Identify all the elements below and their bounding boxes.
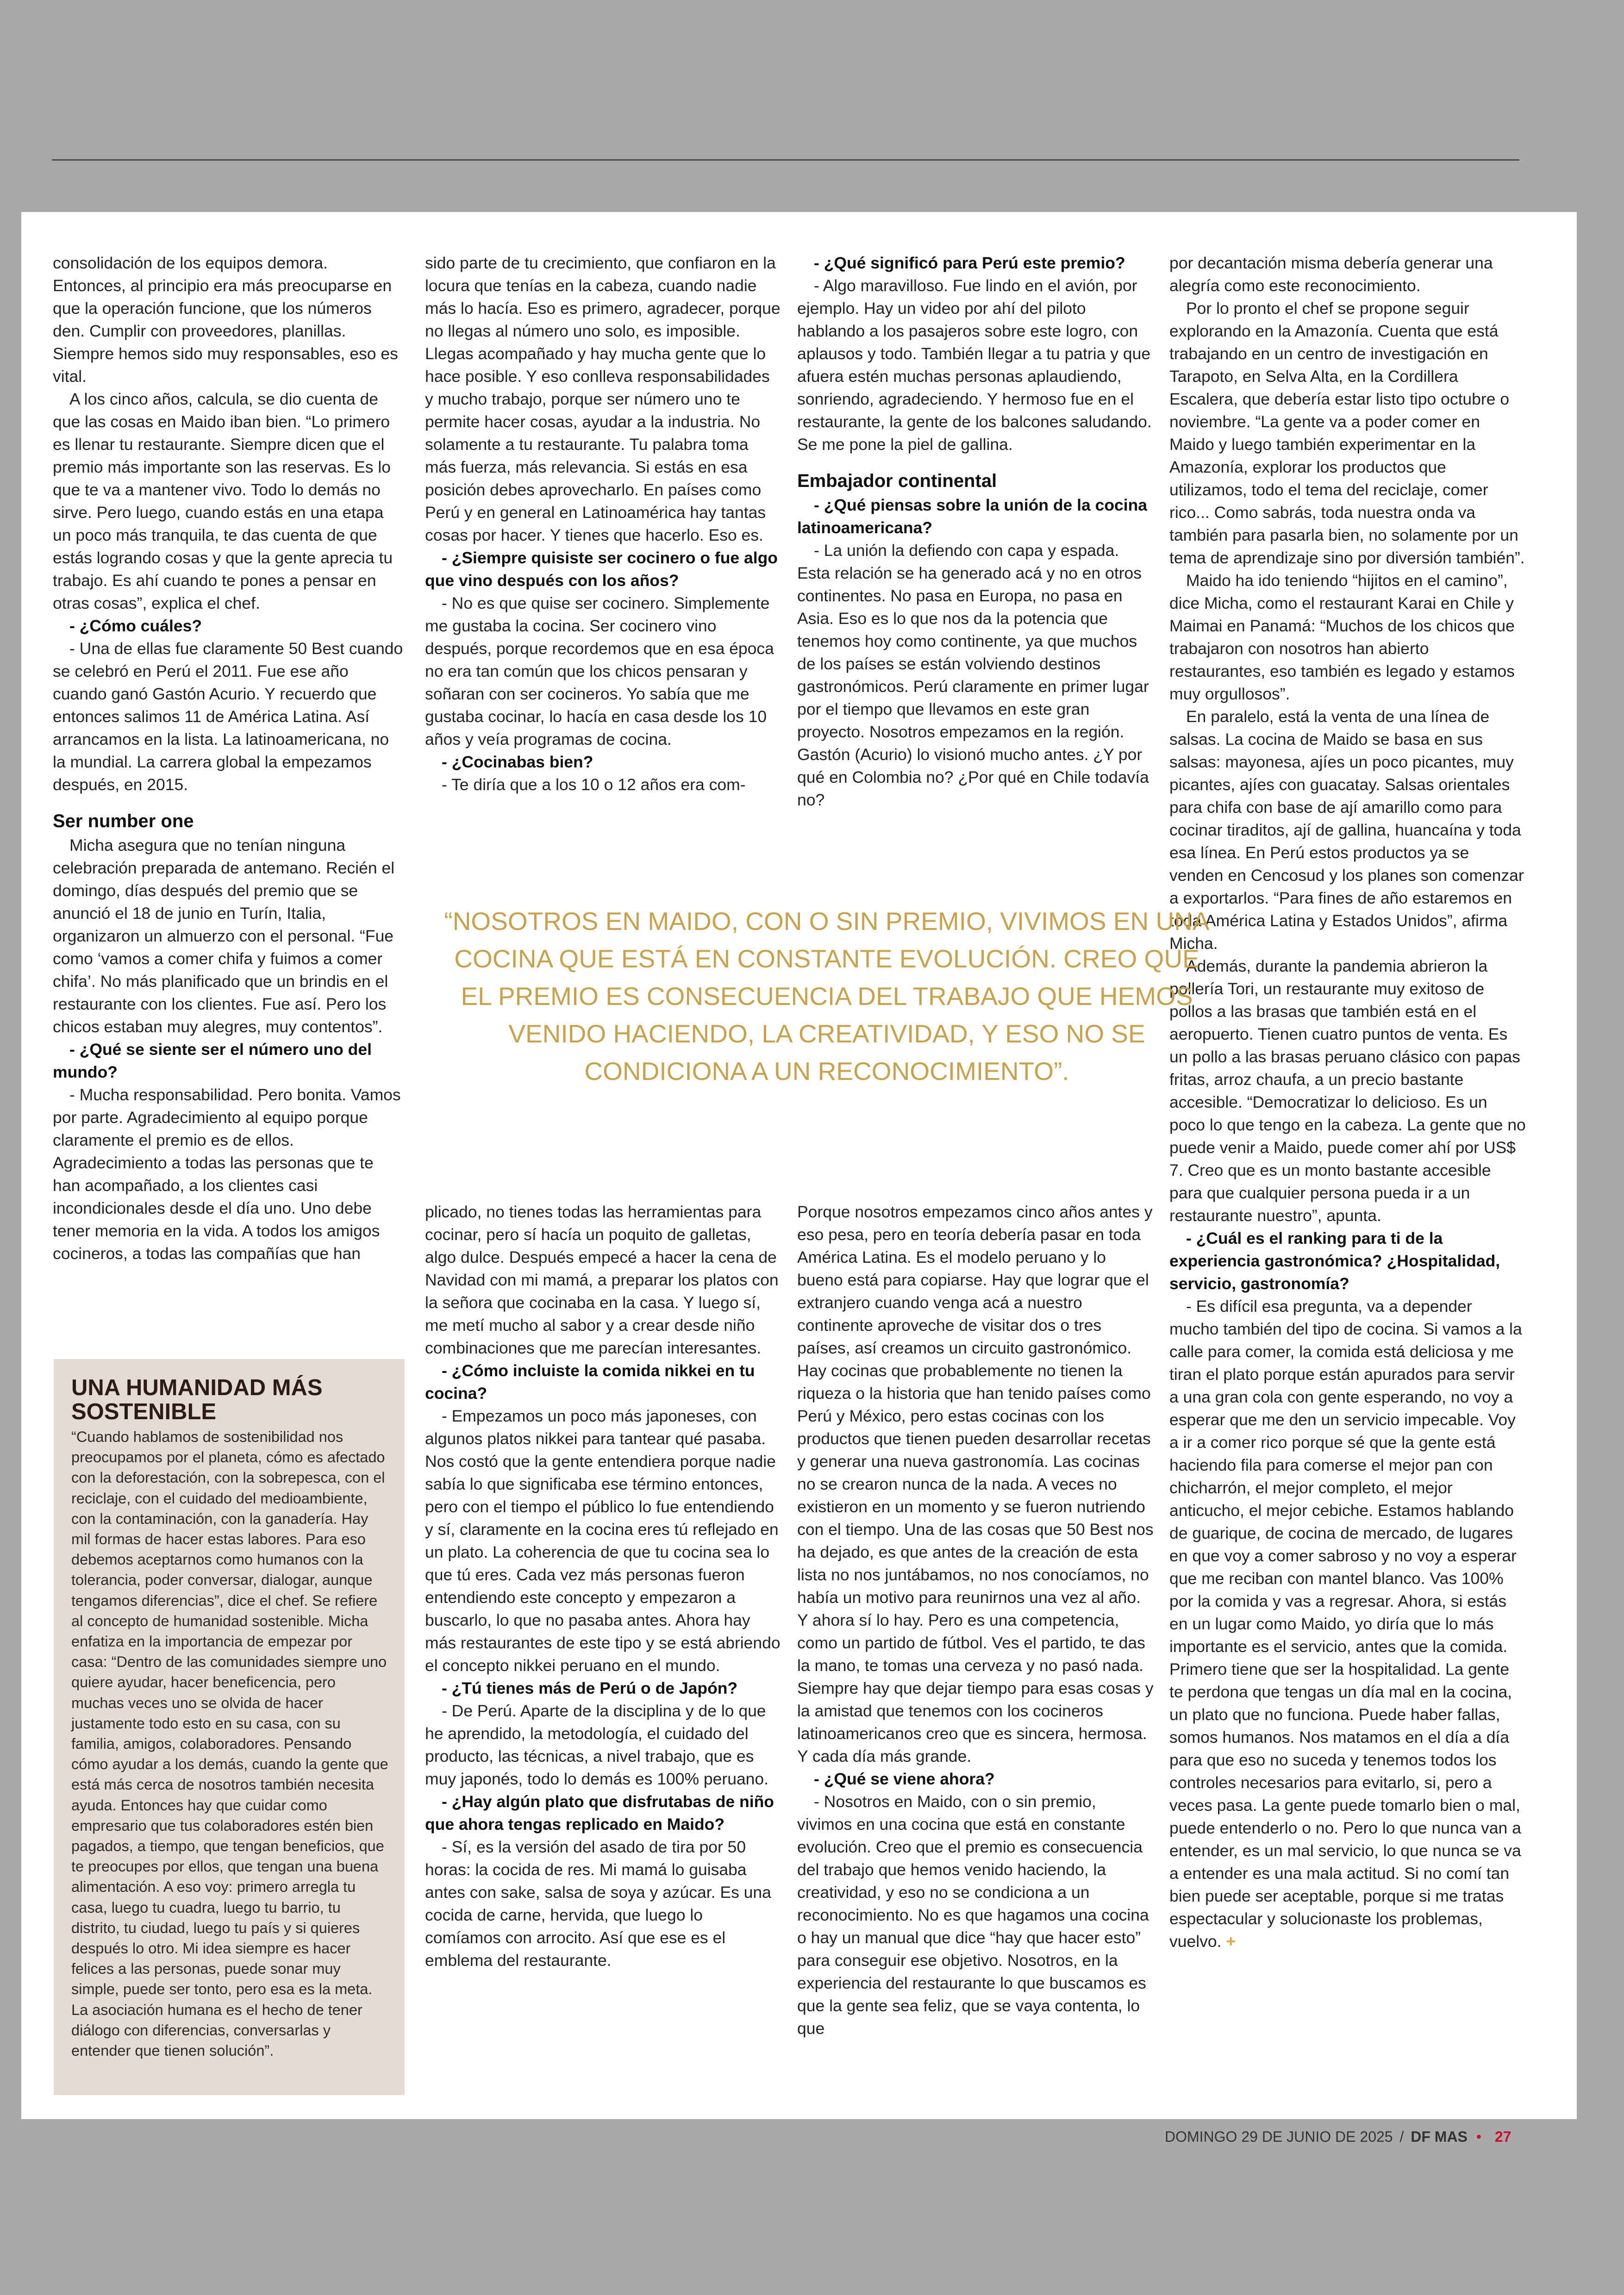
page-number: 27 [1494, 2128, 1512, 2145]
col3-question-2: - ¿Qué piensas sobre la unión de la cocina latinoamericana? [797, 496, 1148, 537]
col3b-top: Porque nosotros empezamos cinco años antes y eso pesa, pero en teoría debería pasar en toda América Latina. Es el modelo peruano y lo bueno está para copiarse. Hay que lograr que el extranjero cuando venga acá a nuestro continente aproveche de visitar dos o tres países, así creamos un circuito gastronómico. Hay cocinas que probablemente no tienen la riqueza o la historia que han tenido países como Perú y México, pero estas cocinas con los productos que tienen pueden desarrollar recetas y generar una nueva gastronomía. Las cocinas no se crearon nunca de la nada. A veces no existieron en un momento y se fueron nutriendo con el tiempo. Una de las cosas que 50 Best nos ha dejado, es que antes de la creación de esta lista no nos juntábamos, no nos conocíamos, no había un motivo para reunirnos una vez al año. Y ahora sí lo hay. Pero es una competencia, como un partido de fútbol. Ves el partido, te das la mano, te tomas una cerveza y no pasó nada. Siempre hay que dejar tiempo para esas cosas y la amistad que tenemos con los cocineros latinoamericanos creo que es sincera, hermosa. Y cada día más grande. [797, 1203, 1154, 1765]
col4-top: por decantación misma debería generar una alegría como este reconocimiento. [1169, 254, 1493, 295]
column-1 [53, 252, 405, 1353]
col1-top: consolidación de los equipos demora. Entonces, al principio era más preocuparse en que la operación funcione, que los números den. Cumplir con proveedores, planillas. Siempre hemos sido muy responsables, eso es vital. [53, 254, 398, 386]
footer-bullet: • [1476, 2128, 1481, 2145]
col3-answer-1: - Algo maravilloso. Fue lindo en el avión, por ejemplo. Hay un video por ahí del piloto hablando a los pasajeros sobre este logro, con aplausos y todo. También llegar a tu patria y que afuera estén muchas personas aplaudiendo, sonriendo, agradeciendo. Y hermoso fue en el restaurante, la gente de los balcones saludando. Se me pone la piel de gallina. [797, 276, 1152, 454]
page-footer [1165, 2127, 1511, 2146]
subhead-embajador-continental: Embajador continental [797, 471, 997, 491]
col3b-question-1: - ¿Qué se viene ahora? [814, 1770, 995, 1788]
col1-question-2: - ¿Qué se siente ser el número uno del mundo? [53, 1040, 372, 1081]
column-4 [1169, 252, 1526, 2099]
col4-answer-1-text: - Es difícil esa pregunta, va a depender mucho también del tipo de cocina. Si vamos a la calle para comer, la comida está deliciosa y me tiran el plato porque están apurados para servir a una gran cola con gente esperando, no voy a esperar que me den un servicio impecable. Voy a ir a comer rico porque sé que la gente está haciendo fila para comerse el mejor pan con chicharrón, el mejor completo, el mejor anticucho, el mejor cebiche. Estamos hablando de guarique, de cocina de mercado, de lugares en que voy a comer sabroso y no voy a esperar que me reciban con mantel blanco. Vas 100% por la comida y vas a regresar. Ahora, si estás en un lugar como Maido, yo diría que lo más importante es el servicio, antes que la comida. Primero tiene que ser la hospitalidad. La gente te perdona que tengas un día mal en la cocina, un plato que no funciona. Puede haber fallas, somos humanos. Nos matamos en el día a día para que eso no suceda y tenemos todos los controles necesarios para evitarlo, si, pero a veces pasa. La gente puede tomarlo bien o mal, puede entenderlo o no. Pero lo que nunca van a entender, es un mal servicio, lo que nunca se va a entender es una mala actitud. Si no comí tan bien puede ser aceptable, porque si me tratas espectacular y solucionaste los problemas, vuelvo. [1169, 1297, 1522, 1951]
col1-paragraph-3: Micha asegura que no tenían ninguna celebración preparada de antemano. Recién el domingo, días después del premio que se anunció el 18 de junio en Turín, Italia, organizaron un almuerzo con el personal. “Fue como ‘vamos a comer chifa y fuimos a comer chifa’. No más planificado que un brindis en el restaurante con los clientes. Fue así. Pero los chicos estaban muy alegres, muy contentos”. [53, 836, 395, 1036]
column-2-top [425, 252, 781, 895]
col2b-question-3: - ¿Hay algún plato que disfrutabas de niño que ahora tengas replicado en Maido? [425, 1792, 774, 1834]
col2b-answer-1: - Empezamos un poco más japoneses, con algunos platos nikkei para tantear qué pasaba. Nos costó que la gente entendiera porque nadie sabía lo que significaba ese término entonces, pero con el tiempo el público lo fue entendiendo y sí, claramente en la cocina eres tú reflejado en un plato. La coherencia de que tu cocina sea lo que tú eres. Cada vez más personas fueron entendiendo este concepto y empezaron a buscarlo, lo que no pasaba antes. Ahora hay más restaurantes de este tipo y se está abriendo el concepto nikkei peruano en el mundo. [425, 1407, 781, 1675]
col3-answer-2: - La unión la defiendo con capa y espada. Esta relación se ha generado acá y no en otros continentes. No pasa en Europa, no pasa en Asia. Eso es lo que nos da la potencia que tenemos hoy como continente, ya que muchos de los países se están volviendo destinos gastronómicos. Perú claramente en primer lugar por el tiempo que llevamos en este gran proyecto. Nosotros empezamos en la región. Gastón (Acurio) lo visionó mucho antes. ¿Y por qué en Colombia no? ¿Por qué en Chile todavía no? [797, 541, 1149, 809]
col3-question-1: - ¿Qué significó para Perú este premio? [814, 254, 1125, 272]
col2b-question-1: - ¿Cómo incluiste la comida nikkei en tu cocina? [425, 1361, 755, 1403]
col3b-answer-1: - Nosotros en Maido, con o sin premio, vivimos en una cocina que está en constante evolución. Creo que el premio es consecuencia del trabajo que hemos venido haciendo, la creatividad, y eso no se condiciona a un reconocimiento. No es que hagamos una cocina o hay un manual que dice “hay que hacer esto” para conseguir ese objetivo. Nosotros, en la experiencia del restaurante lo que buscamos es que la gente sea feliz, que se vaya contenta, lo que [797, 1792, 1149, 2038]
subhead-ser-number-one: Ser number one [53, 811, 194, 831]
col1-answer-2: - Mucha responsabilidad. Pero bonita. Vamos por parte. Agradecimiento al equipo porque claramente el premio es de ellos. Agradecimiento a todas las personas que te han acompañado, a los clientes casi incondicionales desde el día uno. Uno debe tener memoria en la vida. A todos los amigos cocineros, a todas las compañías que han [53, 1085, 401, 1263]
magazine-page [21, 212, 1577, 2119]
pull-quote: “NOSOTROS EN MAIDO, CON O SIN PREMIO, VIVIMOS EN UNA COCINA QUE ESTÁ EN CONSTANTE EVOLUCIÓN. CREO QUE EL PREMIO ES CONSECUENCIA DEL TRABAJO QUE HEMOS VENIDO HACIENDO, LA CREATIVIDAD, Y ESO NO SE CONDICIONA A UN RECONOCIMIENTO”. [444, 907, 1210, 1085]
end-mark: + [1226, 1932, 1236, 1951]
col2b-top: plicado, no tienes todas las herramientas para cocinar, pero sí hacía un poquito de galletas, algo dulce. Después empecé a hacer la cena de Navidad con mi mamá, a preparar los platos con la señora que cocinaba en la casa. Y luego sí, me metí mucho al sabor y a crear desde niño combinaciones que me parecían interesantes. [425, 1203, 779, 1357]
footer-date: DOMINGO 29 DE JUNIO DE 2025 [1165, 2128, 1393, 2145]
sidebar-title: UNA HUMANIDAD MÁS SOSTENIBLE [71, 1375, 323, 1424]
col4-paragraph-3: Maido ha ido teniendo “hijitos en el camino”, dice Micha, como el restaurant Karai en Chile y Maimai en Panamá: “Muchos de los chicos que trabajaron con nosotros han abierto restaurantes, eso también es legado y estamos muy orgullosos”. [1169, 571, 1515, 703]
col4-paragraph-5: Además, durante la pandemia abrieron la pollería Tori, un restaurante muy exitoso de pollos a las brasas que también está en el aeropuerto. Tienen cuatro puntos de venta. Es un pollo a las brasas peruano clásico con papas fritas, arroz chaufa, a un precio bastante accesible. “Democratizar lo delicioso. Es un poco lo que tengo en la cabeza. La gente que no puede venir a Maido, puede comer ahí por US$ 7. Creo que es un monto bastante accesible para que cualquier persona pueda ir a un restaurante nuestro”, apunta. [1169, 957, 1526, 1225]
sidebar-body: “Cuando hablamos de sostenibilidad nos preocupamos por el planeta, cómo es afectado con la deforestación, con la sobrepesca, con el reciclaje, con el cuidado del medioambiente, con la contaminación, con la ganadería. Hay mil formas de hacer estas labores. Para eso debemos aceptarnos como humanos con la tolerancia, poder conversar, dialogar, aunque tengamos diferencias”, dice el chef. Se refiere al concepto de humanidad sostenible. Micha enfatiza en la importancia de empezar por casa: “Dentro de las comunidades siempre uno quiere ayudar, hacer beneficencia, pero muchas veces uno se olvida de hacer justamente todo esto en su casa, con su familia, amigos, colaboradores. Pensando cómo ayudar a los demás, cuando la gente que está más cerca de nosotros también necesita ayuda. Entonces hay que cuidar como empresario que tus colaboradores estén bien pagados, a tiempo, que tengan beneficios, que te preocupes por ellos, que tengan una buena alimentación. A eso voy: primero arregla tu casa, luego tu cuadra, luego tu barrio, tu distrito, tu ciudad, luego tu país y si quieres después lo otro. Mi idea siempre es hacer felices a las personas, puede sonar muy simple, puede ser tonto, pero esa es la meta. La asociación humana es el hecho de tener diálogo con diferencias, conversarlas y entender que tienen solución”. [71, 1428, 388, 2059]
sidebar-box [54, 1359, 405, 2095]
column-3-bottom [797, 1201, 1154, 2099]
col1-question-1: - ¿Cómo cuáles? [69, 617, 202, 635]
col2-answer-1: - No es que quise ser cocinero. Simplemente me gustaba la cocina. Ser cocinero vino después, porque recordemos que en esa época no era tan común que los chicos pensaran y soñaran con ser cocineros. Yo sabía que me gustaba cocinar, lo hacía en casa desde los 10 años y veía programas de cocina. [425, 594, 774, 748]
col4-answer-1 [1169, 1295, 1526, 1953]
col2-top: sido parte de tu crecimiento, que confiaron en la locura que tenías en la cabeza, cuando nadie más lo hacía. Eso es primero, agradecer, porque no llegas al número uno solo, es imposible. Llegas acompañado y hay mucha gente que lo hace posible. Y eso conlleva responsabilidades y mucho trabajo, porque ser número uno te permite hacer cosas, ayudar a la industria. No solamente a tu restaurante. Tu palabra toma más fuerza, más relevancia. Si estás en esa posición debes aprovecharlo. En países como Perú y en general en Latinoamérica hay tantas cosas por hacer. Y tienes que hacerlo. Eso es. [425, 254, 781, 544]
col4-question-1: - ¿Cuál es el ranking para ti de la experiencia gastronómica? ¿Hospitalidad, servicio, gastronomía? [1169, 1229, 1500, 1293]
col2-question-2: - ¿Cocinabas bien? [442, 753, 593, 771]
column-2-bottom [425, 1201, 781, 2099]
col1-paragraph: A los cinco años, calcula, se dio cuenta de que las cosas en Maido iban bien. “Lo primero es llenar tu restaurante. Siempre dicen que el premio más importante son las reservas. Es lo que te va a mantener vivo. Todo lo demás no sirve. Pero luego, cuando estás en una etapa un poco más tranquila, te das cuenta de que estás logrando cosas y que la gente aprecia tu trabajo. Es ahí cuando te pones a pensar en otras cosas”, explica el chef. [53, 390, 393, 612]
column-3-top [797, 252, 1154, 895]
col2b-answer-3: - Sí, es la versión del asado de tira por 50 horas: la cocida de res. Mi mamá lo guisaba antes con sake, salsa de soya y azúcar. Es una cocida de carne, hervida, que luego lo comíamos con arrocito. Así que ese es el emblema del restaurante. [425, 1838, 771, 1970]
footer-slash: / [1399, 2128, 1404, 2145]
col2-answer-2: - Te diría que a los 10 o 12 años era com- [442, 775, 746, 794]
col1-answer-1: - Una de ellas fue claramente 50 Best cuando se celebró en Perú el 2011. Fue ese año cuando ganó Gastón Acurio. Y recuerdo que entonces salimos 11 de América Latina. Así arrancamos en la lista. La latinoamericana, no la mundial. La carrera global la empezamos después, en 2015. [53, 639, 403, 794]
col2b-answer-2: - De Perú. Aparte de la disciplina y de lo que he aprendido, la metodología, el cuidado del producto, las técnicas, a nivel trabajo, que es muy japonés, todo lo demás es 100% peruano. [425, 1702, 769, 1788]
col2-question-1: - ¿Siempre quisiste ser cocinero o fue algo que vino después con los años? [425, 549, 778, 590]
col4-paragraph-4: En paralelo, está la venta de una línea de salsas. La cocina de Maido se basa en sus salsas: mayonesa, ajíes un poco picantes, muy picantes, ajíes con guacatay. Salsas orientales para chifa con base de ají amarillo como para cocinar tiraditos, ají de gallina, huancaína y toda esa línea. En Perú estos productos ya se venden en Cencosud y los planes son comenzar a exportarlos. “Para fines de año estaremos en toda América Latina y Estados Unidos”, afirma Micha. [1169, 707, 1524, 953]
footer-publication: DF MAS [1411, 2128, 1468, 2145]
col2b-question-2: - ¿Tú tienes más de Perú o de Japón? [442, 1679, 738, 1697]
top-rule [52, 159, 1519, 161]
col4-paragraph-2: Por lo pronto el chef se propone seguir explorando en la Amazonía. Cuenta que está trabajando en un centro de investigación en Tarapoto, en Selva Alta, en la Cordillera Escalera, que debería estar listo tipo octubre o noviembre. “La gente va a poder comer en Maido y luego también experimentar en la Amazonía, explorar los productos que utilizamos, todo el tema del reciclaje, comer rico... Como sabrás, toda nuestra onda va también para pasarla bien, no solamente por un tema de aprendizaje sino por diversión también”. [1169, 299, 1525, 567]
